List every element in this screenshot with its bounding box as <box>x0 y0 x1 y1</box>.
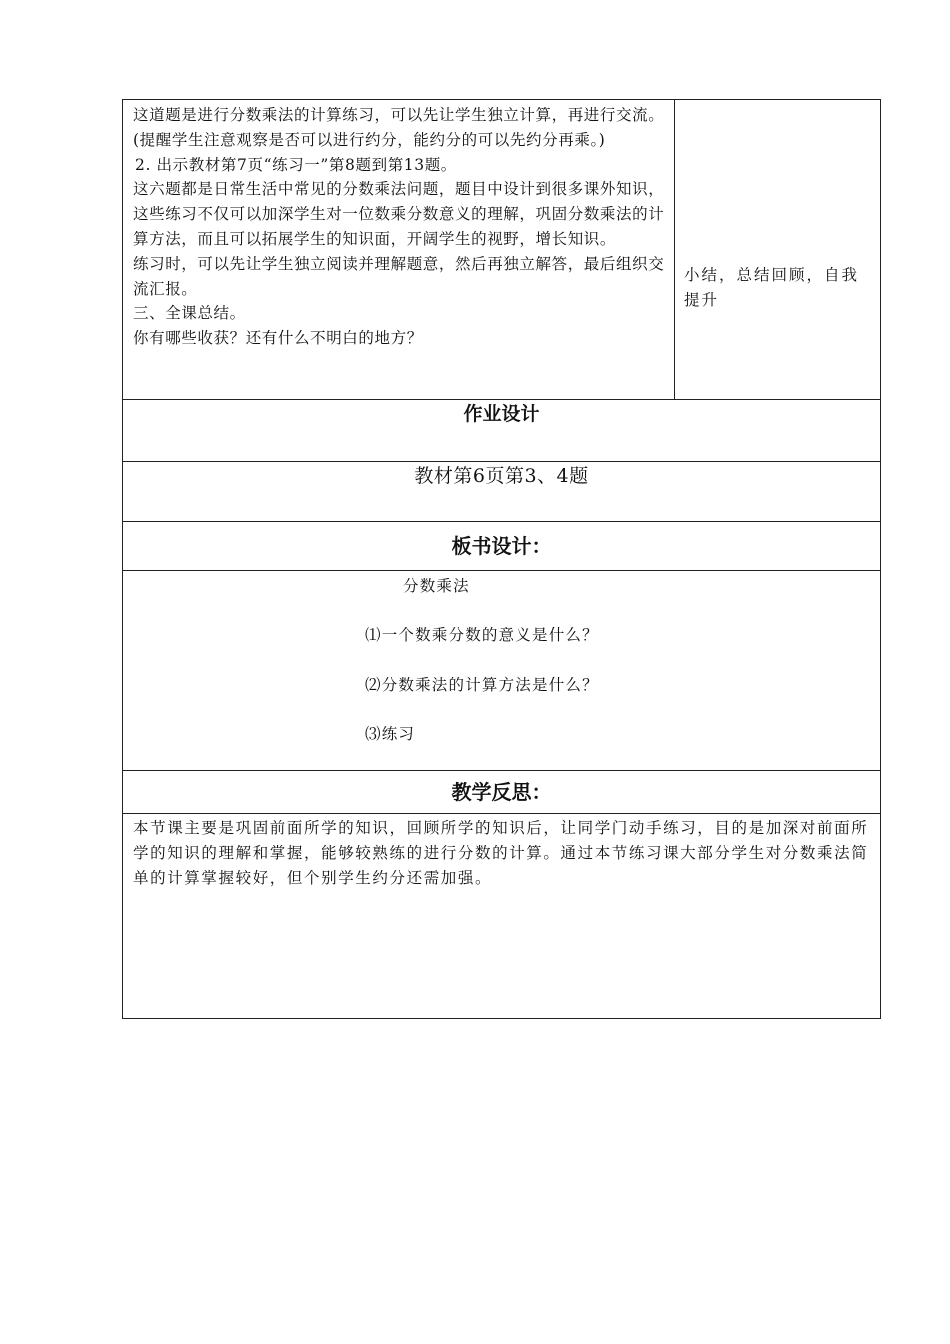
board-heading-row <box>123 522 881 571</box>
homework-heading: 作业设计 <box>123 400 881 462</box>
lesson-plan-table <box>122 99 881 1019</box>
board-content-cell <box>123 571 881 771</box>
reflection-content: 本节课主要是巩固前面所学的知识，回顾所学的知识后，让同学门动手练习，目的是加深对前面所学的知识的理解和掌握，能够较熟练的进行分数的计算。通过本节练习课大部分学生对分数乘法简单的计算掌握较好，但个别学生约分还需加强。 <box>123 814 881 1019</box>
homework-content: 教材第6页第3、4题 <box>123 462 881 522</box>
board-item-3: ⑶练习 <box>365 725 416 743</box>
process-paragraph-2: 2. 出示教材第7页“练习一”第8题到第13题。 <box>135 155 457 174</box>
homework-heading-row <box>123 400 881 462</box>
board-heading: 板书设计： <box>123 522 881 571</box>
process-paragraph-3: 这六题都是日常生活中常见的分数乘法问题，题目中设计到很多课外知识，这些练习不仅可以加深学生对一位数乘分数意义的理解，巩固分数乘法的计算方法，而且可以拓展学生的知识面，开阔学生的视野，增长知识。 <box>133 180 665 248</box>
process-side-note-cell <box>675 100 881 400</box>
board-content-row <box>123 571 881 771</box>
board-item-1: ⑴一个数乘分数的意义是什么？ <box>365 626 599 644</box>
homework-content-row <box>123 462 881 522</box>
process-paragraph-6: 你有哪些收获？还有什么不明白的地方？ <box>133 329 423 348</box>
process-paragraph-5: 三、全课总结。 <box>133 304 246 323</box>
board-title: 分数乘法 <box>403 577 470 595</box>
board-item-2: ⑵分数乘法的计算方法是什么？ <box>365 676 599 694</box>
process-side-note: 小结，总结回顾，自我提升 <box>684 265 860 309</box>
process-paragraph-1: 这道题是进行分数乘法的计算练习，可以先让学生独立计算，再进行交流。(提醒学生注意观察是否可以进行约分，能约分的可以先约分再乘。) <box>133 106 665 149</box>
reflection-heading-row <box>123 771 881 814</box>
reflection-heading: 教学反思： <box>123 771 881 814</box>
process-paragraph-4: 练习时，可以先让学生独立阅读并理解题意，然后再独立解答，最后组织交流汇报。 <box>133 254 665 298</box>
reflection-content-row <box>123 814 881 1019</box>
process-cell <box>123 100 675 400</box>
process-row <box>123 100 881 400</box>
